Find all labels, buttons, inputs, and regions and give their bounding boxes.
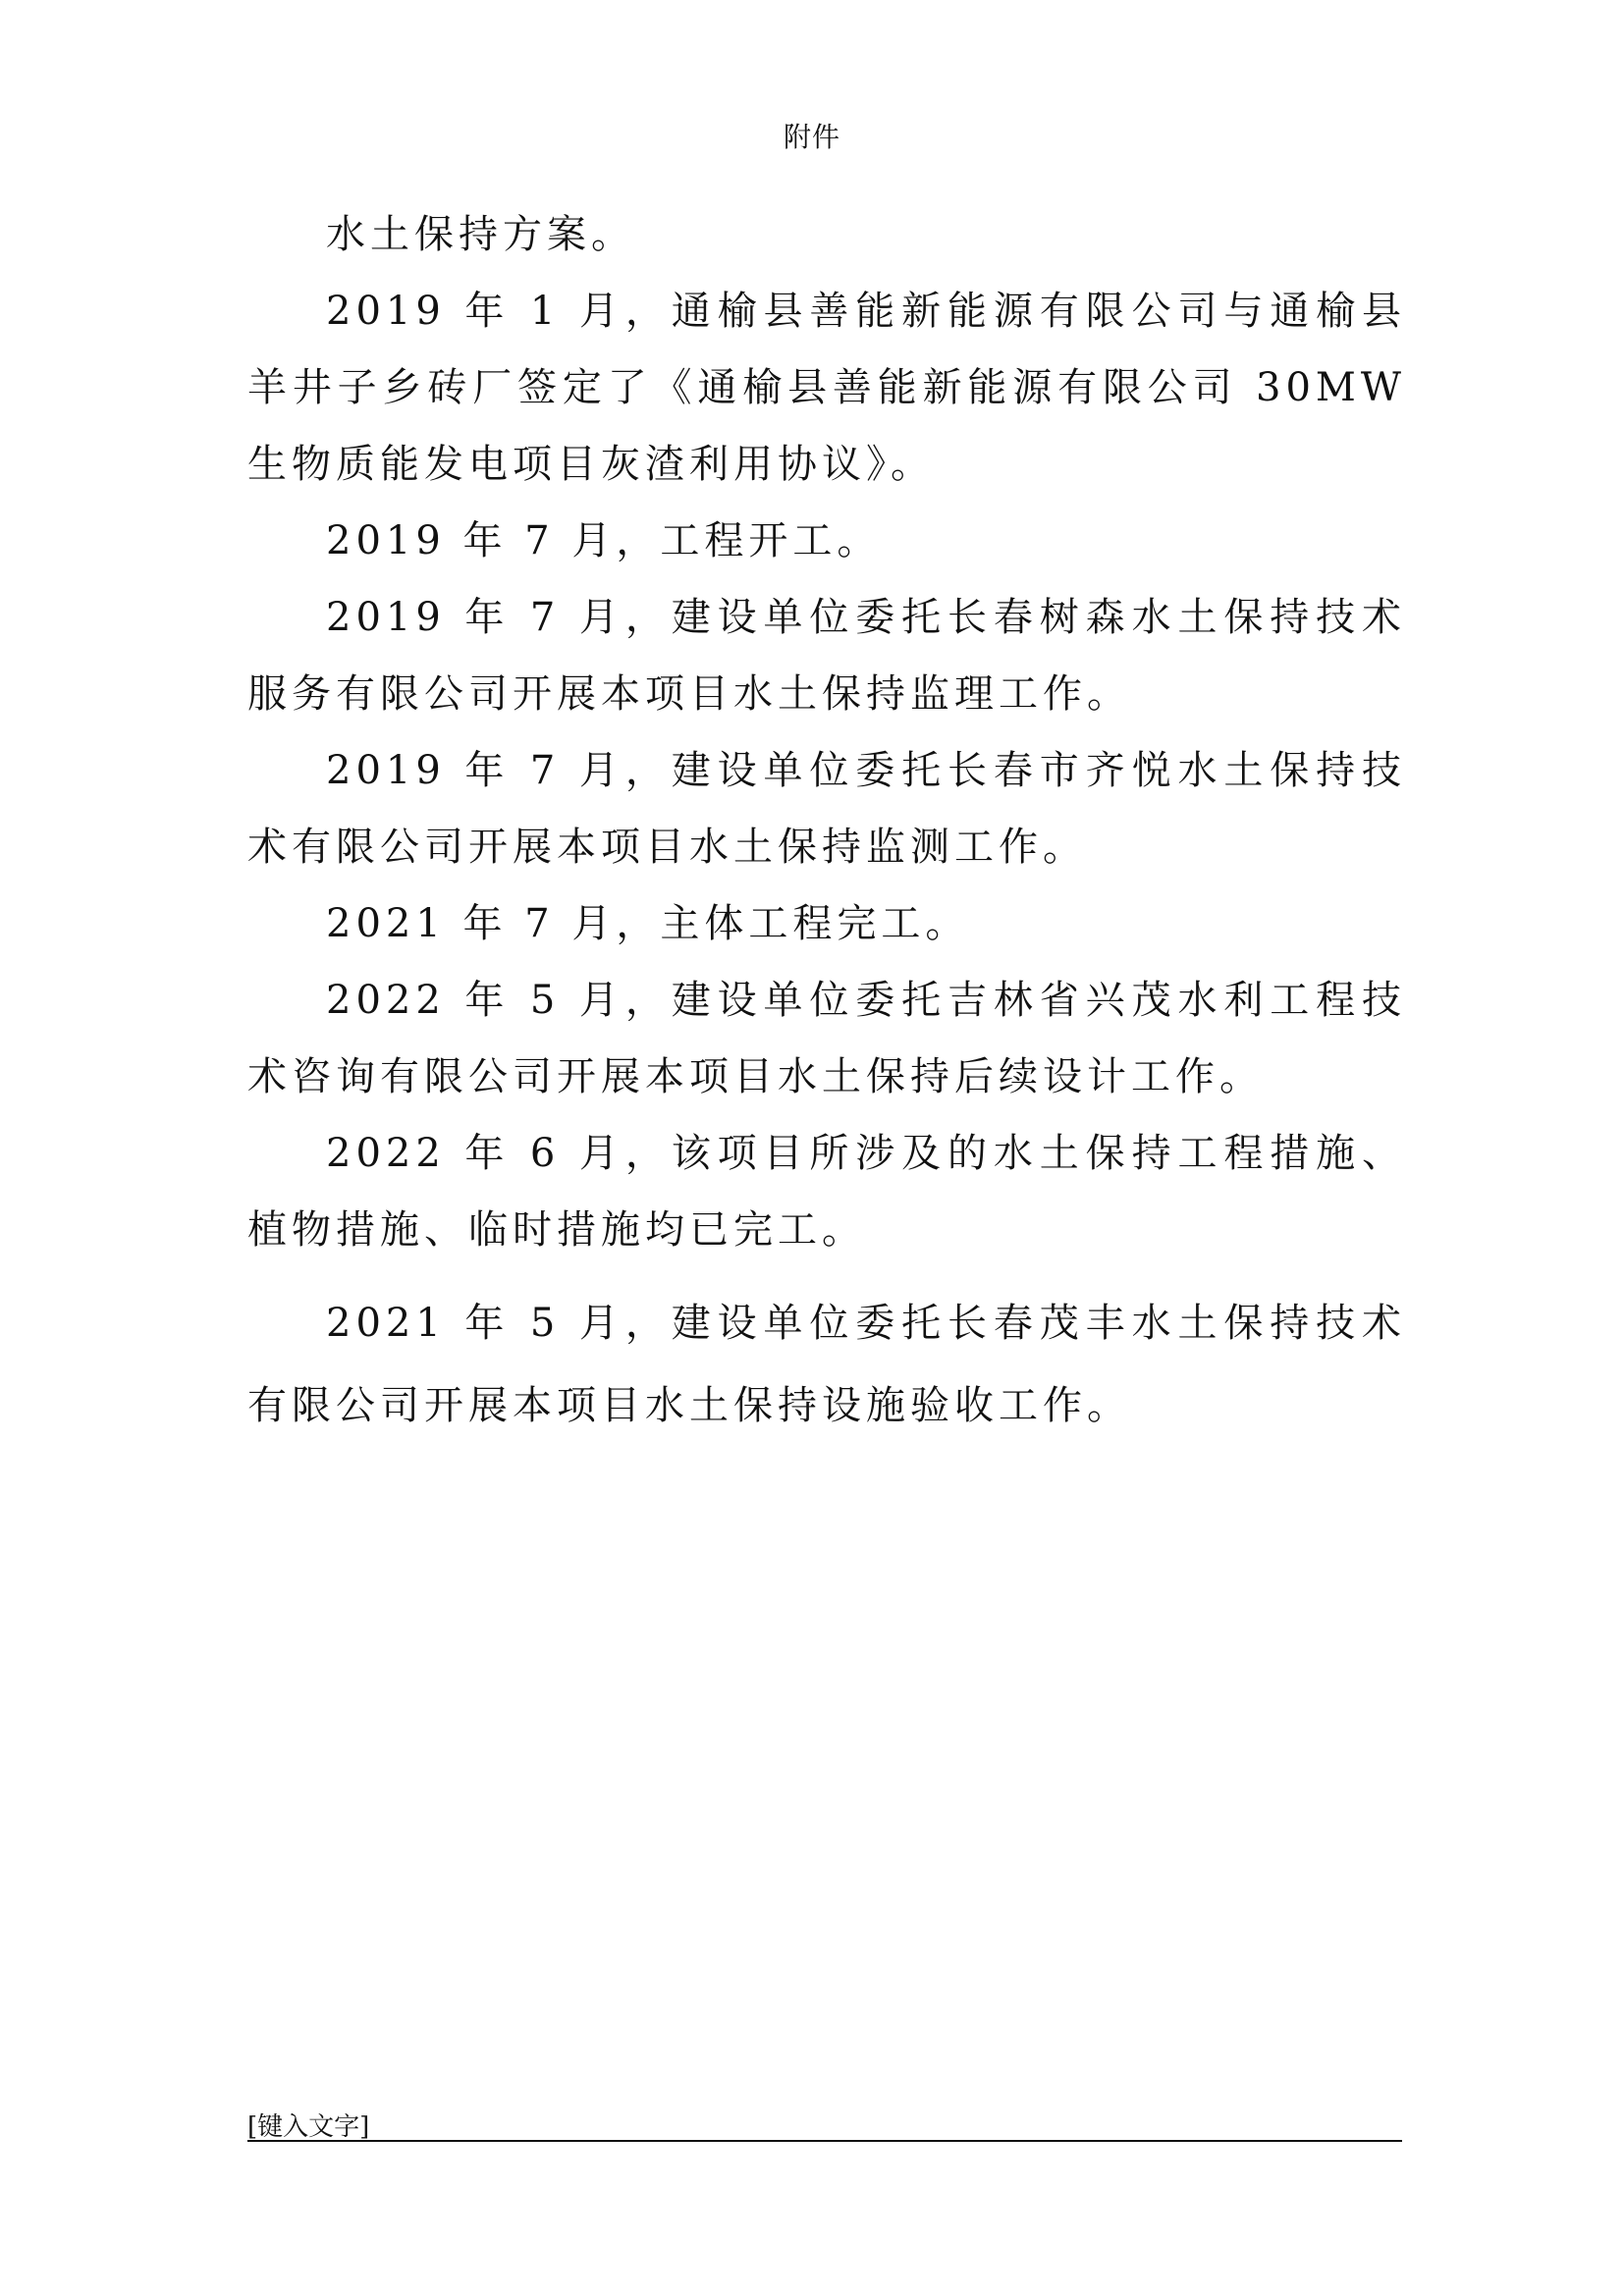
paragraph-acceptance: 2021 年 5 月，建设单位委托长春茂丰水土保持技术有限公司开展本项目水土保持设施验收工作。 <box>247 1301 1406 1428</box>
document-body <box>247 196 1406 1447</box>
paragraph-main-completion: 2021 年 7 月，主体工程完工。 <box>326 901 970 946</box>
footer-placeholder-text[interactable]: [键入文字] <box>247 2112 370 2142</box>
paragraph-ash-agreement: 2019 年 1 月，通榆县善能新能源有限公司与通榆县羊井子乡砖厂签定了《通榆县善能新能源有限公司 30MW 生物质能发电项目灰渣利用协议》。 <box>247 289 1406 487</box>
paragraph-plan: 水土保持方案。 <box>326 212 635 257</box>
paragraph-supervision: 2019 年 7 月，建设单位委托长春树森水土保持技术服务有限公司开展本项目水土保持监理工作。 <box>247 595 1406 717</box>
paragraph-monitoring: 2019 年 7 月，建设单位委托长春市齐悦水土保持技术有限公司开展本项目水土保持监测工作。 <box>247 748 1406 870</box>
paragraph-construction-start: 2019 年 7 月，工程开工。 <box>326 518 882 563</box>
paragraph-follow-up-design: 2022 年 5 月，建设单位委托吉林省兴茂水利工程技术咨询有限公司开展本项目水土保持后续设计工作。 <box>247 978 1406 1099</box>
page-header-title: 附件 <box>783 121 840 153</box>
footer-divider <box>247 2140 1402 2142</box>
paragraph-measures-completed: 2022 年 6 月，该项目所涉及的水土保持工程措施、植物措施、临时措施均已完工。 <box>247 1131 1406 1253</box>
